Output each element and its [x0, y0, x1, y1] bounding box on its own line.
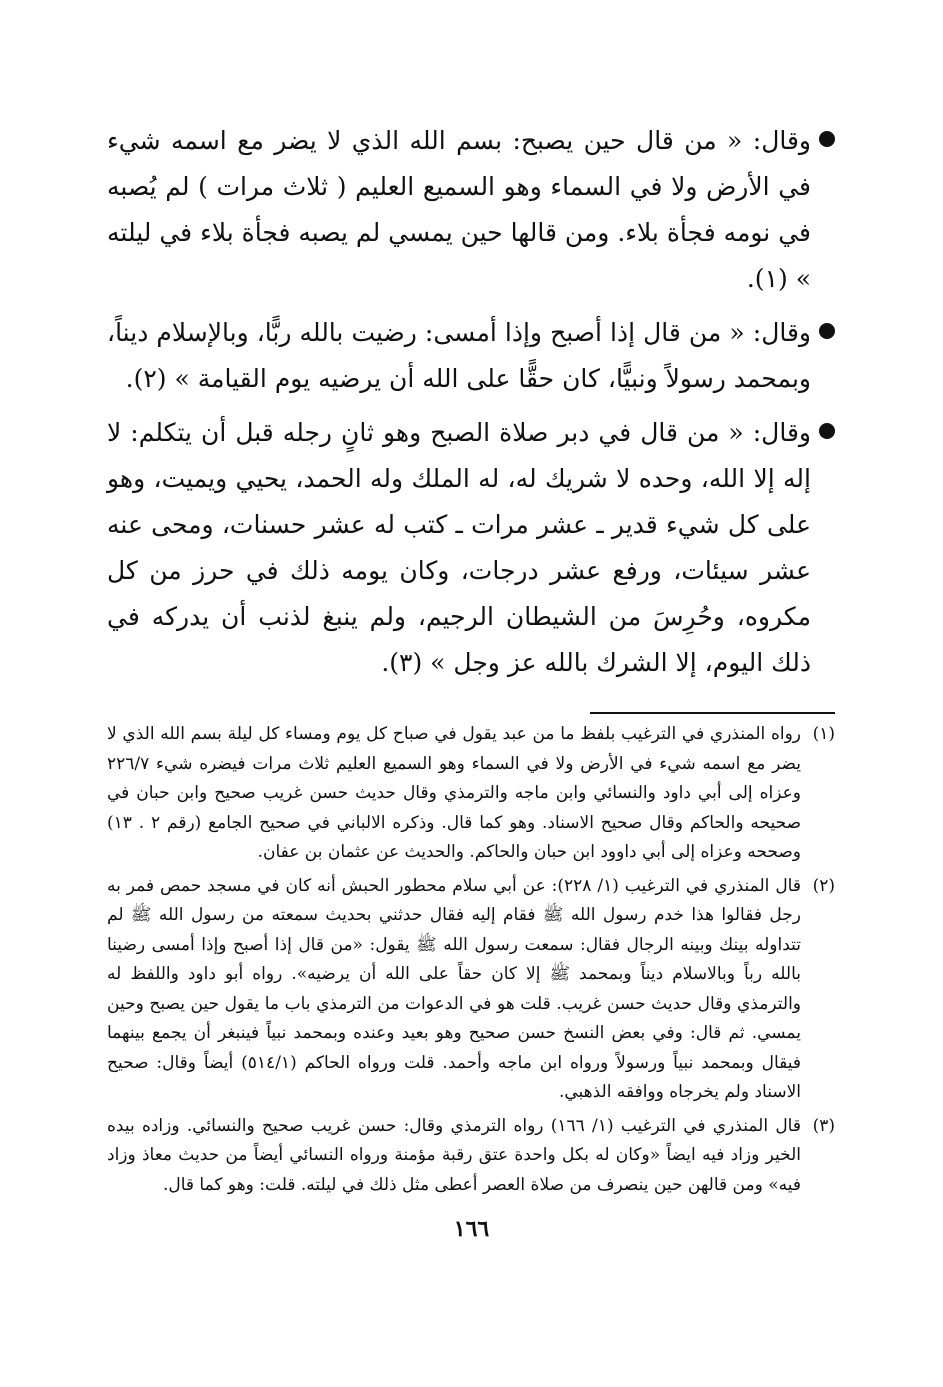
bullet-icon	[819, 423, 835, 439]
footnote-text: قال المنذري في الترغيب (١/ ٢٢٨): عن أبي سلام محطور الحبش أنه كان في مسجد حمص فمر به رجل فقالوا هذا خدم رسول الله ﷺ فقام إليه فقال حدثني بحديث سمعته من رسول الله ﷺ لم تتداوله بينك وبينه الرجال فقال: سمعت رسول الله ﷺ يقول: «من قال إذا أصبح وإذا أمسى رضينا بالله رباً وبالاسلام ديناً وبمحمد ﷺ إلا كان حقاً على الله أن يرضيه». رواه أبو داود واللفظ له والترمذي وقال حديث حسن غريب. قلت هو في الدعوات من الترمذي باب ما يقول حين يصبح وحين يمسي. ثم قال: وفي بعض النسخ حسن صحيح وهو بعيد وعنده وبمحمد نبياً فينبغر أن يجمع بينهما فيقال وبمحمد نبياً ورسولاً ورواه ابن ماجه وأحمد. قلت ورواه الحاكم (٥١٤/١) أيضاً وقال: صحيح الاسناد ولم يخرجاه ووافقه الذهبي.	[107, 875, 801, 1102]
hadith-paragraph-3	[107, 410, 835, 686]
hadith-paragraph-1	[107, 118, 835, 302]
footnotes-section	[107, 720, 835, 1200]
page-body	[107, 118, 835, 1204]
footnote-number: (١)	[812, 724, 835, 744]
footnote-text: قال المنذري في الترغيب (١/ ١٦٦) رواه الترمذي وقال: حسن غريب صحيح والنسائي. وزاده بيده الخير وزاد فيه ايضاً «وكان له بكل واحدة عتق رقبة مؤمنة ورواه النسائي أيضاً من حديث معاذ وزاد فيه» ومن قالهن حين ينصرف من صلاة العصر أعطى مثل ذلك في ليلته. قلت: وهو كما قال.	[107, 1115, 801, 1195]
footnote-1	[107, 720, 835, 868]
footnote-number: (٢)	[812, 875, 835, 896]
footnote-divider	[590, 712, 835, 714]
hadith-text: وقال: « من قال في دبر صلاة الصبح وهو ثانٍ رجله قبل أن يتكلم: لا إله إلا الله، وحده لا شريك له، له الملك وله الحمد، يحيي ويميت، وهو على كل شيء قدير ـ عشر مرات ـ كتب له عشر حسنات، ومحى عنه عشر سيئات، ورفع عشر درجات، وكان يومه ذلك في حرز من كل مكروه، وحُرِسَ من الشيطان الرجيم، ولم ينبغ لذنب أن يدركه في ذلك اليوم، إلا الشرك بالله عز وجل » (٣).	[107, 418, 811, 677]
hadith-text: وقال: « من قال إذا أصبح وإذا أمسى: رضيت بالله ربًّا، وبالإسلام ديناً، وبمحمد رسولاً ونبيًّا، كان حقًّا على الله أن يرضيه يوم القيامة » (٢).	[107, 318, 811, 393]
bullet-icon	[819, 323, 835, 339]
footnote-text: رواه المنذري في الترغيب بلفظ ما من عبد يقول في صباح كل يوم ومساء كل ليلة بسم الله الذي لا يضر مع اسمه شيء في الأرض ولا في السماء وهو السميع العليم ثلاث مرات فيضره شيء ٢٢٦/٧ وعزاه إلى أبي داود والنسائي وابن ماجه والترمذي وقال حديث حسن غريب صحيح وابن حبان في صحيحه والحاكم وقال صحيح الاسناد. وهو كما قال. وذكره الالباني في صحيح الجامع (رقم ٢ . ١٣) وصححه وعزاه إلى أبي داوود ابن حبان والحاكم. والحديث عن عثمان بن عفان.	[107, 724, 802, 862]
footnote-2	[107, 872, 835, 1108]
page-number: ١٦٦	[453, 1216, 490, 1242]
bullet-icon	[819, 131, 835, 147]
footnote-3	[107, 1112, 835, 1201]
hadith-text: وقال: « من قال حين يصبح: بسم الله الذي لا يضر مع اسمه شيء في الأرض ولا في السماء وهو السميع العليم ( ثلاث مرات ) لم يُصبه في نومه فجأة بلاء. ومن قالها حين يمسي لم يصبه فجأة بلاء في ليلته » (١).	[107, 126, 811, 293]
hadith-paragraph-2	[107, 310, 835, 402]
footnote-number: (٣)	[812, 1115, 835, 1136]
